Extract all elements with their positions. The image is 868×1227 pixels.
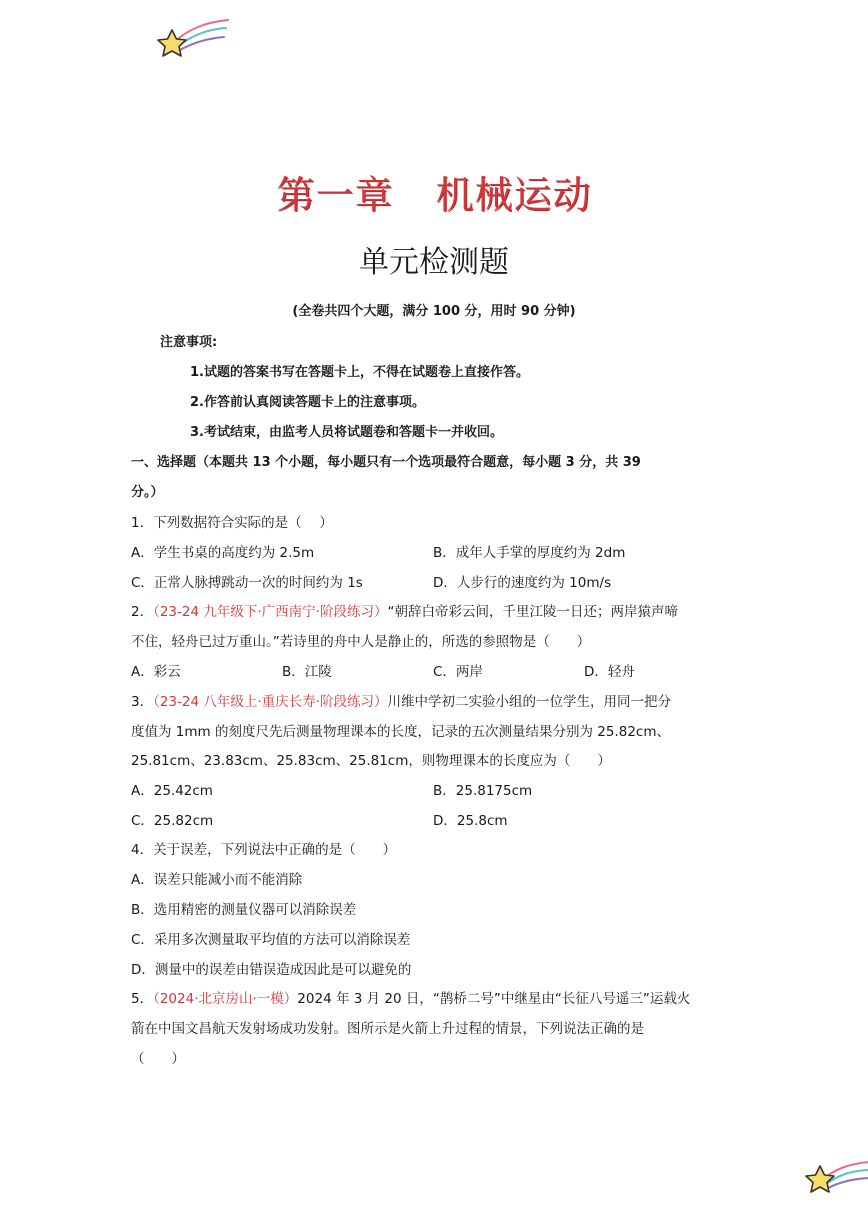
q1-option-a: A．学生书桌的高度约为 2.5m: [131, 545, 315, 561]
question-5-cont: （ ）: [131, 1051, 185, 1067]
q3-option-a: A．25.42cm: [131, 783, 213, 799]
exam-info: (全卷共四个大题，满分 100 分，用时 90 分钟): [292, 304, 576, 319]
question-3-stem: [131, 690, 671, 710]
question-source: （23-24 九年级下·广西南宁·阶段练习）: [153, 604, 388, 620]
q4-option-a: A．误差只能减小而不能消除: [131, 872, 303, 888]
section-heading: 一、选择题（本题共 13 个小题，每小题只有一个选项最符合题意，每小题 3 分，共 39: [131, 455, 641, 470]
section-heading-cont: 分。）: [131, 485, 164, 500]
question-text: 川维中学初二实验小组的一位学生，用同一把分: [387, 694, 671, 710]
page-subtitle: 单元检测题: [359, 245, 509, 280]
chapter-name: 机械运动: [435, 173, 592, 217]
question-3-cont: 度值为 1mm 的刻度尺先后测量物理课本的长度，记录的五次测量结果分别为 25.82cm、: [131, 724, 670, 740]
notice-label: 注意事项:: [160, 335, 218, 350]
q3-option-d: D．25.8cm: [433, 813, 508, 829]
q2-option-b: B．江陵: [282, 664, 332, 680]
q1-option-c: C．正常人脉搏跳动一次的时间约为 1s: [131, 575, 363, 591]
shooting-star-icon: [152, 18, 230, 64]
q3-option-c: C．25.82cm: [131, 813, 214, 829]
q4-option-b: B．选用精密的测量仪器可以消除误差: [131, 902, 357, 918]
q2-option-a: A．彩云: [131, 664, 181, 680]
notice-item: 1.试题的答案书写在答题卡上，不得在试题卷上直接作答。: [190, 365, 529, 380]
notice-item: 2.作答前认真阅读答题卡上的注意事项。: [190, 395, 425, 410]
question-source: （2024·北京房山·一模）: [153, 991, 298, 1007]
q2-option-d: D．轻舟: [584, 664, 635, 680]
shooting-star-icon: [800, 1158, 868, 1200]
question-text: “朝辞白帝彩云间，千里江陵一日还；两岸猿声啼: [387, 604, 678, 620]
question-1-stem: 1．下列数据符合实际的是（ ）: [131, 515, 333, 531]
question-2-cont: 不住，轻舟已过万重山。”若诗里的舟中人是静止的，所选的参照物是（ ）: [131, 634, 591, 650]
q3-option-b: B．25.8175cm: [433, 783, 533, 799]
question-3-cont: 25.81cm、23.83cm、25.83cm、25.81cm，则物理课本的长度应为（ ）: [131, 753, 611, 769]
question-2-stem: [131, 600, 678, 620]
question-number: 5．: [131, 991, 154, 1007]
q4-option-c: C．采用多次测量取平均值的方法可以消除误差: [131, 932, 411, 948]
question-source: （23-24 八年级上·重庆长寿·阶段练习）: [153, 694, 388, 710]
question-number: 2．: [131, 604, 154, 620]
q4-option-d: D．测量中的误差由错误造成因此是可以避免的: [131, 962, 412, 978]
q1-option-b: B．成年人手掌的厚度约为 2dm: [433, 545, 626, 561]
question-number: 3．: [131, 694, 154, 710]
chapter-number: 第一章: [276, 173, 394, 217]
notice-item: 3.考试结束，由监考人员将试题卷和答题卡一并收回。: [190, 425, 503, 440]
question-5-stem: [131, 987, 690, 1007]
q1-option-d: D．人步行的速度约为 10m/s: [433, 575, 612, 591]
chapter-title: [0, 164, 868, 219]
question-4-stem: 4．关于误差，下列说法中正确的是（ ）: [131, 842, 397, 858]
q2-option-c: C．两岸: [433, 664, 483, 680]
question-5-cont: 箭在中国文昌航天发射场成功发射。图所示是火箭上升过程的情景，下列说法正确的是: [131, 1021, 644, 1037]
question-text: 2024 年 3 月 20 日，“鹊桥二号”中继星由“长征八号遥三”运载火: [297, 991, 691, 1007]
